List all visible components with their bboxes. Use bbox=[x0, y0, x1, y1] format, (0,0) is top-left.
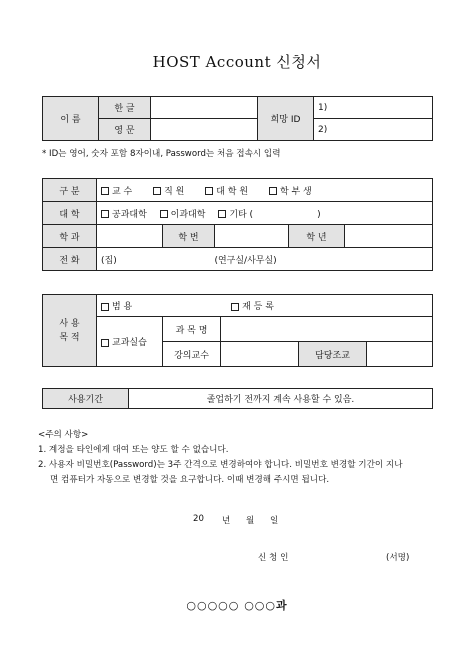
signature-field[interactable]: (서명) bbox=[386, 553, 410, 563]
form-title: HOST Account 신청서 bbox=[152, 53, 322, 71]
notes-line-3: 면 컴퓨터가 자동으로 변경할 것을 요구합니다. 이때 변경해 주시면 됩니다. bbox=[50, 475, 330, 485]
year-label: 학 년 bbox=[289, 225, 345, 248]
college-engineering[interactable]: 공과대학 bbox=[101, 207, 147, 220]
name-label: 이 름 bbox=[43, 97, 99, 141]
notes-line-1: 1. 계정을 타인에게 대여 또는 양도 할 수 없습니다. bbox=[38, 445, 229, 455]
phone-office-label: (연구실/사무실) bbox=[214, 255, 277, 266]
checkbox-icon bbox=[153, 187, 161, 195]
id-note: * ID는 영어, 숫자 포함 8자이내, Password는 처음 접속시 입력 bbox=[42, 149, 281, 159]
wish-id-field-2[interactable] bbox=[314, 119, 433, 141]
period-text: 졸업하기 전까지 계속 사용할 수 있음. bbox=[129, 389, 433, 409]
checkbox-icon bbox=[101, 210, 109, 218]
phone-label: 전 화 bbox=[43, 248, 97, 271]
college-options bbox=[97, 202, 433, 225]
period-label: 사용기간 bbox=[43, 389, 129, 409]
id-slot-2-label: 2) bbox=[318, 124, 328, 135]
korean-name-label: 한 글 bbox=[99, 97, 151, 119]
checkbox-icon bbox=[160, 210, 168, 218]
ta-field[interactable] bbox=[367, 342, 433, 367]
checkbox-icon bbox=[205, 187, 213, 195]
student-no-label: 학 번 bbox=[163, 225, 215, 248]
college-label: 대 학 bbox=[43, 202, 97, 225]
category-label: 구 분 bbox=[43, 179, 97, 202]
purpose-re-register[interactable]: 재 등 록 bbox=[231, 299, 274, 312]
notes-heading: <주의 사항> bbox=[38, 430, 89, 440]
purpose-table bbox=[42, 294, 433, 367]
checkbox-icon bbox=[101, 187, 109, 195]
checkbox-icon bbox=[101, 339, 109, 347]
notes-line-2: 2. 사용자 비밀번호(Password)는 3주 간격으로 변경하여야 합니다. 비밀번호 변경할 기간이 지나 bbox=[38, 460, 403, 470]
wish-id-field-1[interactable] bbox=[314, 97, 433, 119]
phone-home-label: (집) bbox=[101, 255, 117, 266]
lecturer-field[interactable] bbox=[221, 342, 299, 367]
period-table bbox=[42, 388, 433, 409]
date-month: 월 bbox=[246, 516, 255, 526]
category-professor[interactable]: 교 수 bbox=[101, 184, 132, 197]
course-name-field[interactable] bbox=[221, 317, 433, 342]
ta-label: 담당조교 bbox=[299, 342, 367, 367]
phone-field[interactable] bbox=[97, 248, 433, 271]
purpose-general-row bbox=[97, 295, 433, 317]
checkbox-icon bbox=[218, 210, 226, 218]
date-year: 년 bbox=[222, 516, 231, 526]
purpose-label: 사 용 목 적 bbox=[43, 295, 97, 367]
english-name-field[interactable] bbox=[151, 119, 258, 141]
college-science[interactable]: 이과대학 bbox=[160, 207, 206, 220]
purpose-course-practice[interactable]: 교과실습 bbox=[97, 317, 163, 367]
info-table bbox=[42, 178, 433, 271]
korean-name-field[interactable] bbox=[151, 97, 258, 119]
checkbox-icon bbox=[231, 303, 239, 311]
department-footer: ○○○○○ ○○○과 bbox=[186, 599, 288, 612]
category-options bbox=[97, 179, 433, 202]
checkbox-icon bbox=[269, 187, 277, 195]
category-undergraduate[interactable]: 학 부 생 bbox=[269, 184, 312, 197]
student-no-field[interactable] bbox=[215, 225, 289, 248]
lecturer-label: 강의교수 bbox=[163, 342, 221, 367]
dept-field[interactable] bbox=[97, 225, 163, 248]
checkbox-icon bbox=[101, 303, 109, 311]
year-field[interactable] bbox=[345, 225, 433, 248]
wish-id-label: 희망 ID bbox=[258, 97, 314, 141]
course-name-label: 과 목 명 bbox=[163, 317, 221, 342]
name-table bbox=[42, 96, 433, 141]
applicant-label: 신 청 인 bbox=[258, 553, 289, 563]
purpose-general-use[interactable]: 범 용 bbox=[101, 299, 132, 312]
college-other[interactable]: 기타 ( ) bbox=[218, 207, 320, 220]
category-graduate[interactable]: 대 학 원 bbox=[205, 184, 248, 197]
id-slot-1-label: 1) bbox=[318, 102, 328, 113]
date-year-prefix: 20 bbox=[193, 514, 204, 524]
dept-label: 학 과 bbox=[43, 225, 97, 248]
english-name-label: 영 문 bbox=[99, 119, 151, 141]
date-day: 일 bbox=[270, 516, 279, 526]
category-staff[interactable]: 직 원 bbox=[153, 184, 184, 197]
